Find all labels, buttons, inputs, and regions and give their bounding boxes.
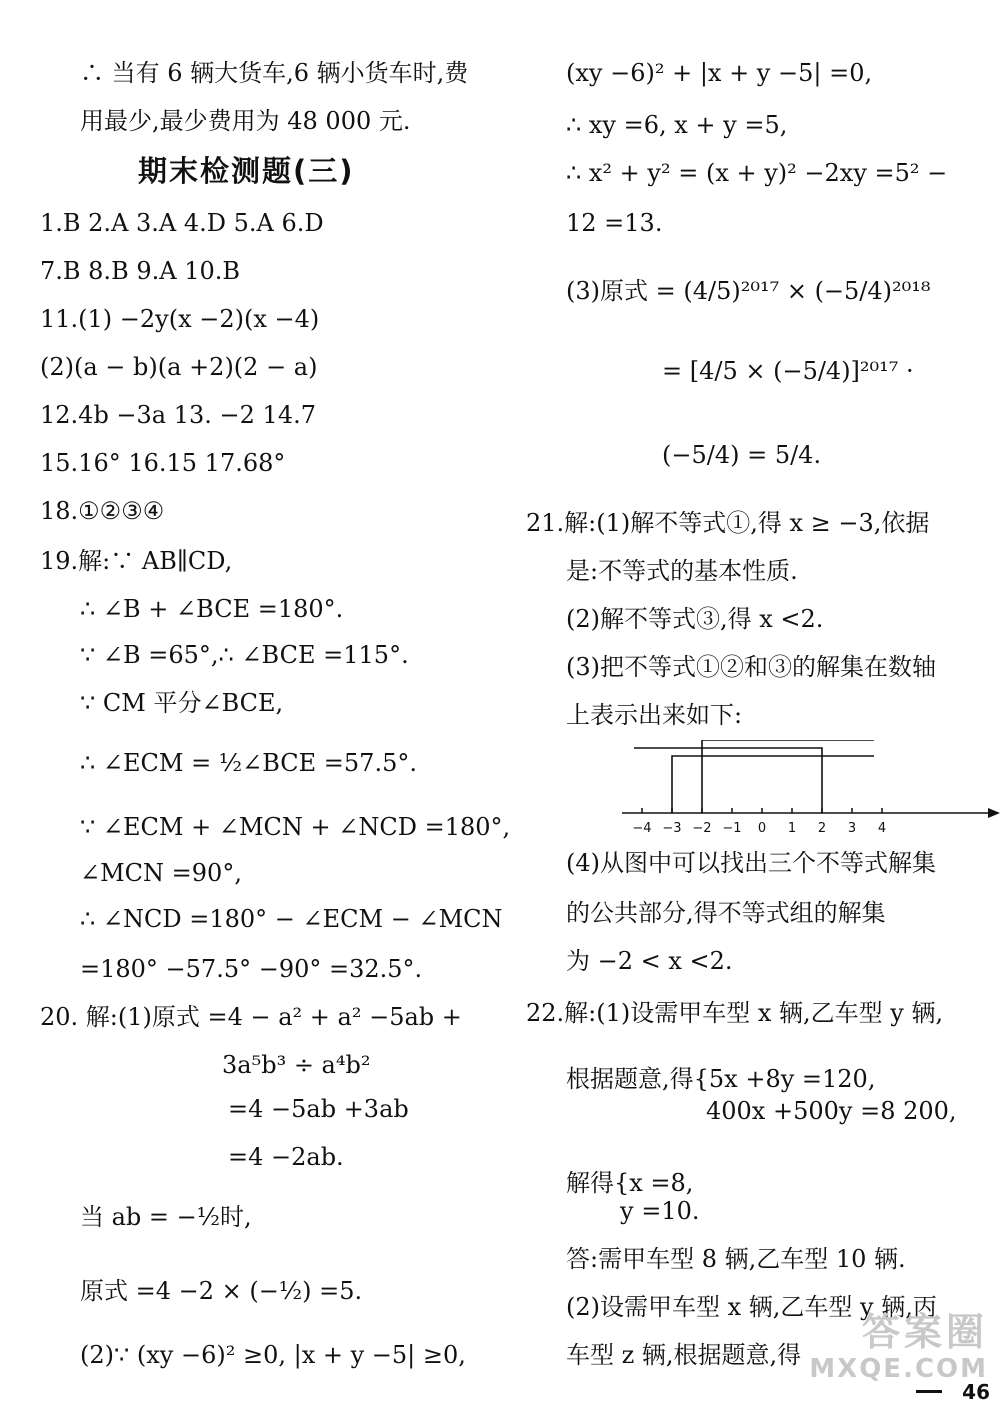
tick-label: −3 [662, 821, 682, 836]
solution-line: =4 −2ab. [228, 1143, 344, 1171]
answer-line: (2)(a − b)(a +2)(2 − a) [40, 353, 318, 381]
solution-line: (xy −6)² + |x + y −5| =0, [566, 59, 873, 87]
tick-label: 0 [757, 821, 767, 836]
solution-line: 车型 z 辆,根据题意,得 [566, 1341, 802, 1369]
solution-line: = [4/5 × (−5/4)]²⁰¹⁷ · [662, 357, 914, 385]
solution-line: 原式 =4 −2 × (−½) =5. [80, 1277, 363, 1305]
solution-line: 12 =13. [566, 209, 663, 237]
solution-line: =4 −5ab +3ab [228, 1095, 409, 1123]
solution-line: (−5/4) = 5/4. [662, 441, 822, 469]
solution-line: ∵ ∠B =65°,∴ ∠BCE =115°. [80, 641, 409, 669]
solution-line: ∴ ∠NCD =180° − ∠ECM − ∠MCN [80, 905, 503, 933]
answer-line: 15.16° 16.15 17.68° [40, 449, 286, 477]
solution-line: y =10. [620, 1197, 700, 1225]
solution-line: 是:不等式的基本性质. [566, 557, 798, 585]
number-line-figure [618, 740, 1000, 840]
watermark-url: MXQE.COM [809, 1354, 988, 1384]
watermark [788, 1310, 988, 1384]
solution-line: 20. 解:(1)原式 =4 − a² + a² −5ab + [40, 1003, 462, 1031]
text-line: ∴ 当有 6 辆大货车,6 辆小货车时,费 [80, 59, 469, 87]
solution-line: ∴ ∠B + ∠BCE =180°. [80, 595, 344, 623]
tick-label: −1 [722, 821, 742, 836]
tick-label: 3 [847, 821, 857, 836]
tick-label: 1 [787, 821, 797, 836]
section-title: 期末检测题(三) [138, 154, 355, 188]
solution-line: 当 ab = −½时, [80, 1203, 252, 1231]
answer-line: 11.(1) −2y(x −2)(x −4) [40, 305, 320, 333]
answer-line: 7.B 8.B 9.A 10.B [40, 257, 240, 285]
solution-line: 21.解:(1)解不等式①,得 x ≥ −3,依据 [526, 509, 930, 537]
solution-line: =180° −57.5° −90° =32.5°. [80, 955, 423, 983]
solution-line: 22.解:(1)设需甲车型 x 辆,乙车型 y 辆, [526, 999, 944, 1027]
solution-line: (4)从图中可以找出三个不等式解集 [566, 849, 936, 877]
answer-line: 1.B 2.A 3.A 4.D 5.A 6.D [40, 209, 324, 237]
solution-set-range [634, 748, 822, 813]
solution-line: 400x +500y =8 200, [706, 1097, 957, 1125]
tick-label: 4 [877, 821, 887, 836]
solution-line: ∴ x² + y² = (x + y)² −2xy =5² − [566, 159, 948, 187]
solution-line: (2)∵ (xy −6)² ≥0, |x + y −5| ≥0, [80, 1341, 466, 1369]
text-line: 用最少,最少费用为 48 000 元. [80, 107, 411, 135]
solution-line: (2)解不等式③,得 x <2. [566, 605, 824, 633]
solution-line: ∴ ∠ECM = ½∠BCE =57.5°. [80, 749, 417, 777]
solution-line: 根据题意,得{5x +8y =120, [566, 1065, 876, 1093]
solution-line: ∴ xy =6, x + y =5, [566, 111, 788, 139]
answer-line: 12.4b −3a 13. −2 14.7 [40, 401, 316, 429]
solution-line: (2)设需甲车型 x 辆,乙车型 y 辆,丙 [566, 1293, 937, 1321]
watermark-logo-text: 答案圈 [861, 1310, 988, 1354]
solution-line: 上表示出来如下: [566, 701, 743, 729]
page-number: 46 [962, 1380, 990, 1404]
solution-line: 的公共部分,得不等式组的解集 [566, 899, 886, 927]
solution-line: 19.解:∵ AB∥CD, [40, 547, 233, 575]
page-number-dash [916, 1390, 942, 1393]
answer-line: 18.①②③④ [40, 497, 165, 525]
solution-line: ∵ ∠ECM + ∠MCN + ∠NCD =180°, [80, 813, 511, 841]
solution-line: ∵ CM 平分∠BCE, [80, 689, 284, 717]
solution-line: ∠MCN =90°, [80, 859, 242, 887]
tick-label: −2 [692, 821, 712, 836]
solution-set-range [702, 740, 874, 813]
solution-line: (3)原式 = (4/5)²⁰¹⁷ × (−5/4)²⁰¹⁸ [566, 277, 931, 305]
solution-line: 为 −2 < x <2. [566, 947, 733, 975]
tick-label: 2 [817, 821, 827, 836]
solution-line: 3a⁵b³ ÷ a⁴b² [222, 1051, 371, 1079]
arrow-icon [988, 808, 1000, 818]
tick-label: −4 [632, 821, 652, 836]
solution-line: 答:需甲车型 8 辆,乙车型 10 辆. [566, 1245, 906, 1273]
solution-line: (3)把不等式①②和③的解集在数轴 [566, 653, 936, 681]
solution-line: 解得{x =8, [566, 1169, 694, 1197]
